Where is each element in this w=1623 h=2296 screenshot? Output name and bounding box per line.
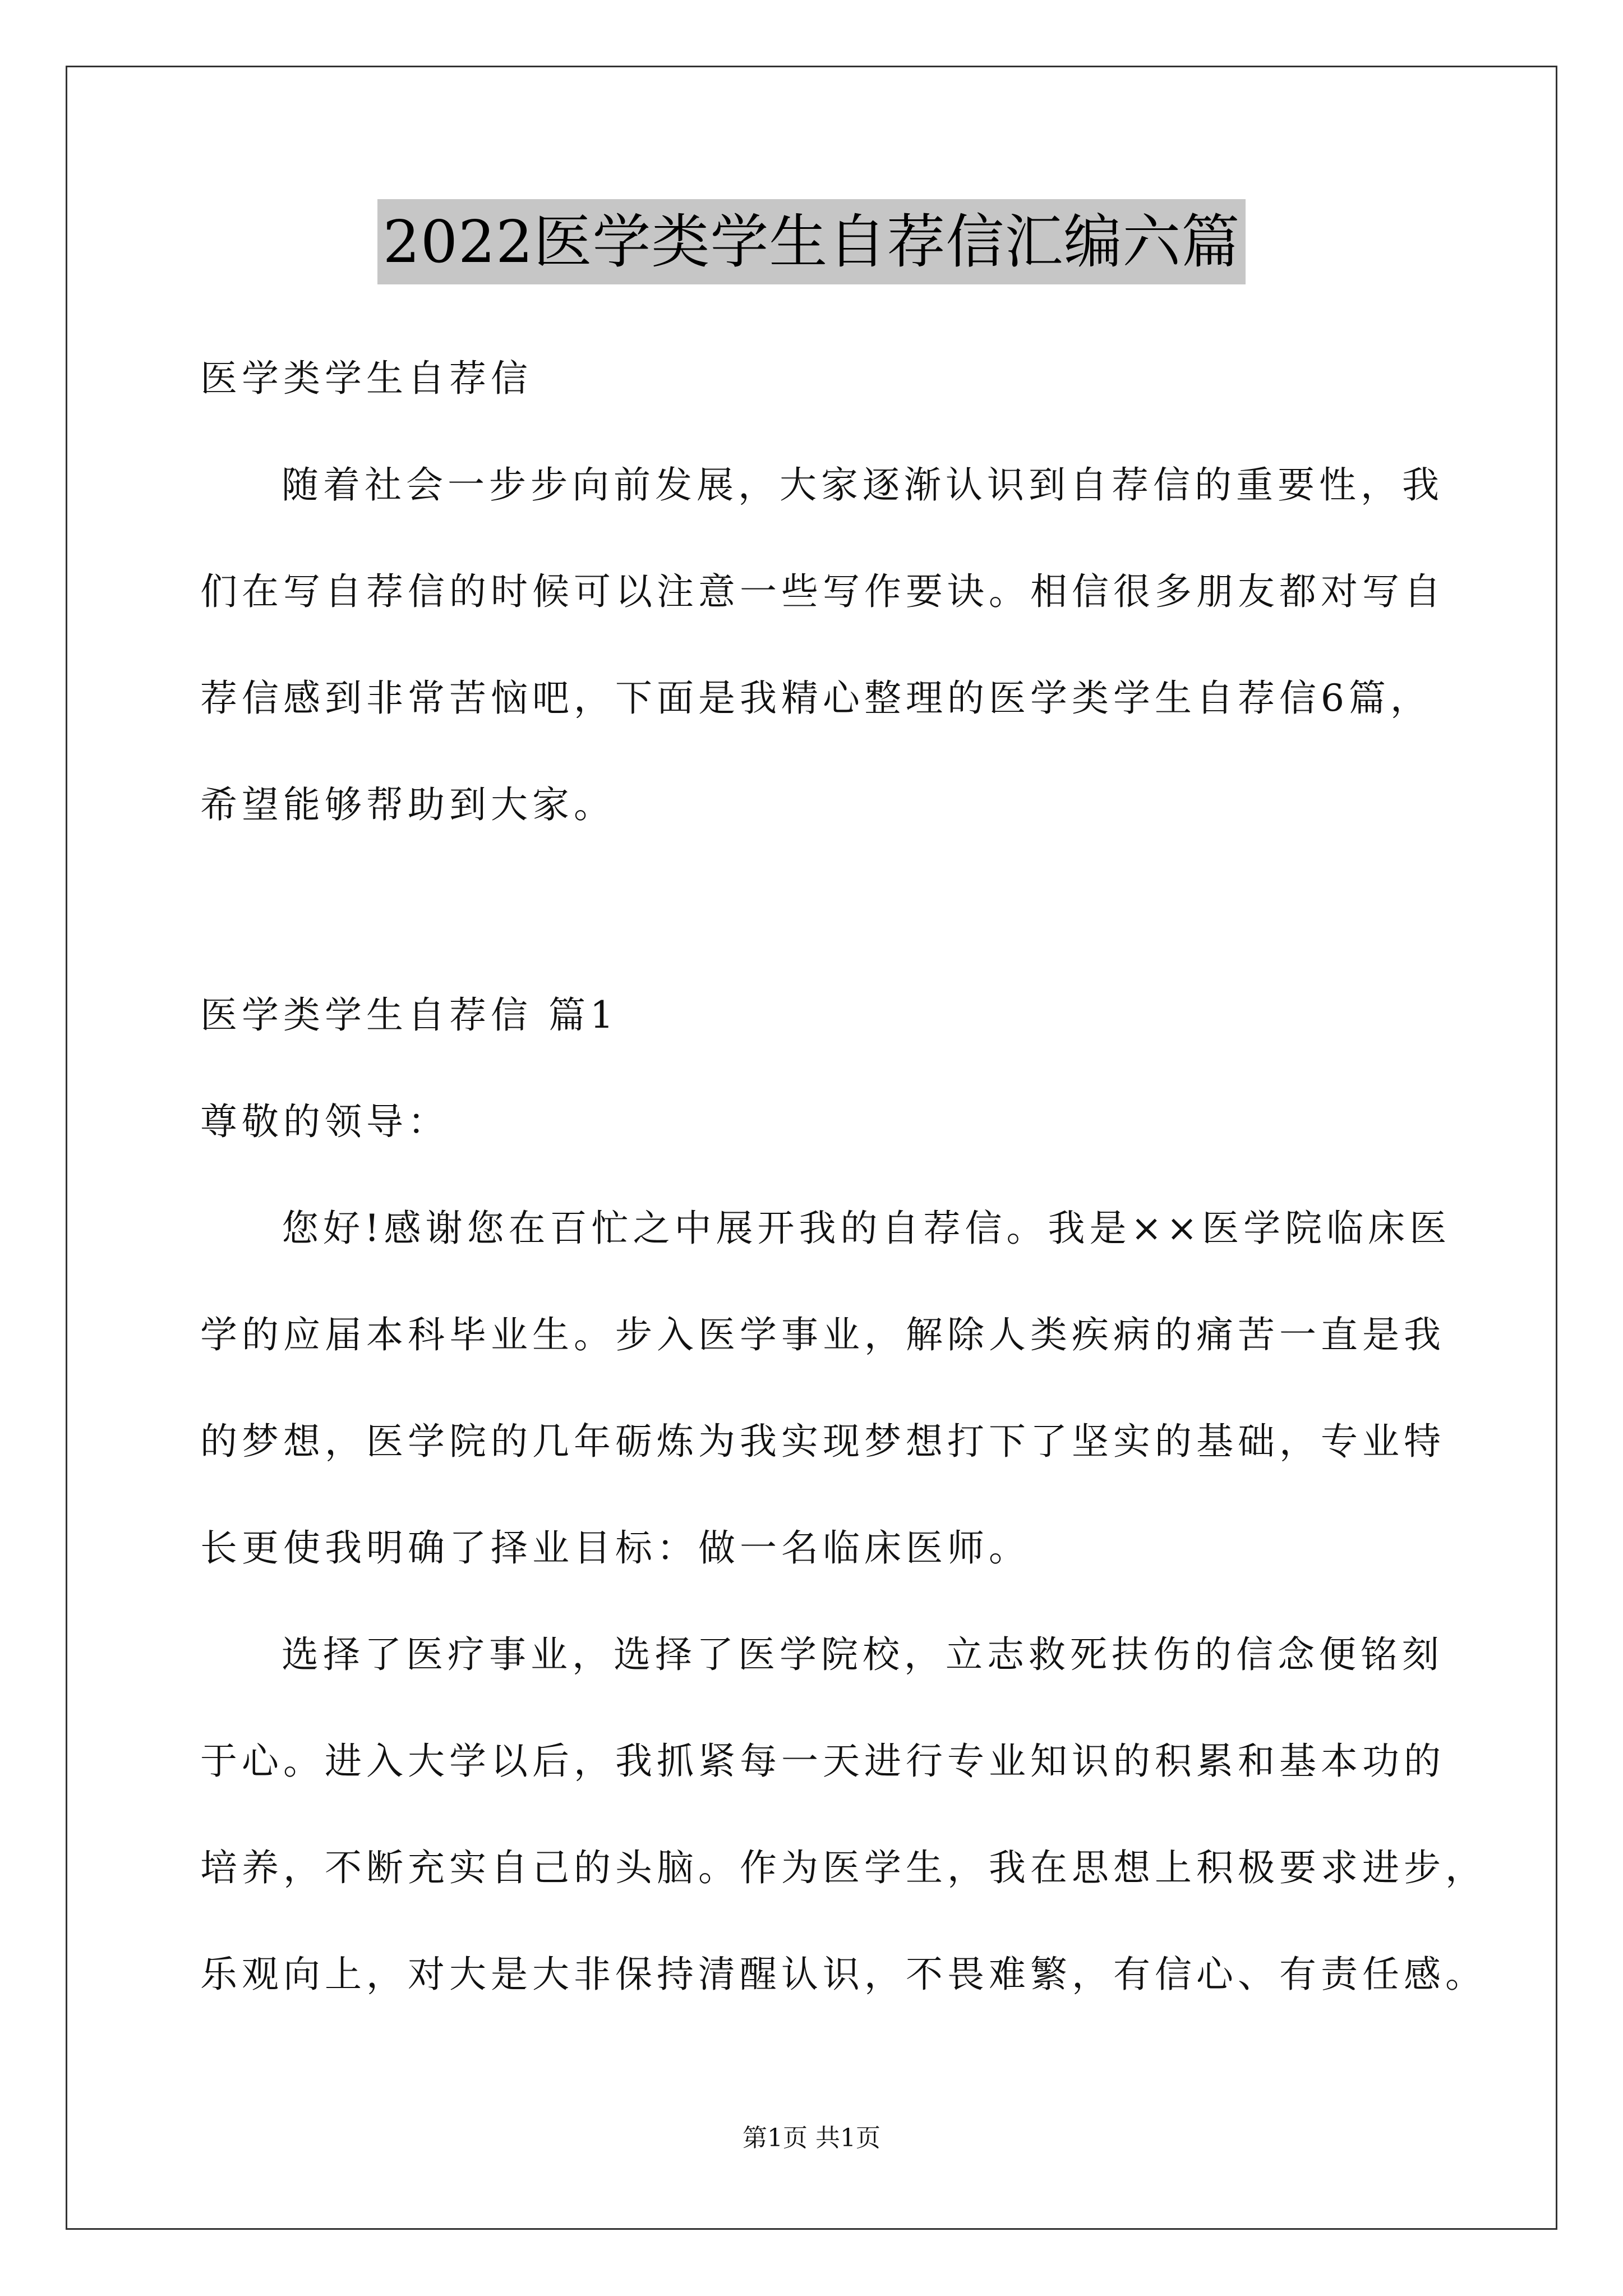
paragraph2-line-4: 乐观向上，对大是大非保持清醒认识，不畏难繁，有信心、有责任感。 xyxy=(200,1953,1487,1996)
intro-line-3: 荐信感到非常苦恼吧，下面是我精心整理的医学类学生自荐信6篇， xyxy=(200,677,1432,720)
paragraph2-line-2: 于心。进入大学以后，我抓紧每一天进行专业知识的积累和基本功的 xyxy=(200,1740,1445,1783)
title-container xyxy=(0,199,1623,284)
subheading: 医学类学生自荐信 xyxy=(200,357,532,400)
intro-line-2: 们在写自荐信的时候可以注意一些写作要诀。相信很多朋友都对写自 xyxy=(200,570,1445,613)
paragraph1-line-4: 长更使我明确了择业目标：做一名临床医师。 xyxy=(200,1526,1030,1570)
paragraph2-line-3: 培养，不断充实自己的头脑。作为医学生，我在思想上积极要求进步， xyxy=(200,1846,1487,1889)
section-heading: 医学类学生自荐信 篇1 xyxy=(200,993,618,1037)
paragraph1-line-3: 的梦想，医学院的几年砺炼为我实现梦想打下了坚实的基础，专业特 xyxy=(200,1420,1445,1463)
salutation: 尊敬的领导： xyxy=(200,1100,449,1143)
paragraph1-line-2: 学的应届本科毕业生。步入医学事业，解除人类疾病的痛苦一直是我 xyxy=(200,1313,1445,1356)
intro-line-1: 随着社会一步步向前发展，大家逐渐认识到自荐信的重要性，我 xyxy=(282,463,1444,507)
paragraph1-line-1: 您好!感谢您在百忙之中展开我的自荐信。我是××医学院临床医 xyxy=(282,1207,1451,1250)
intro-line-4: 希望能够帮助到大家。 xyxy=(200,783,615,826)
paragraph2-line-1: 选择了医疗事业，选择了医学院校，立志救死扶伤的信念便铭刻 xyxy=(282,1633,1444,1676)
page-footer: 第1页 共1页 xyxy=(743,2124,880,2152)
document-title: 2022医学类学生自荐信汇编六篇 xyxy=(377,199,1246,284)
